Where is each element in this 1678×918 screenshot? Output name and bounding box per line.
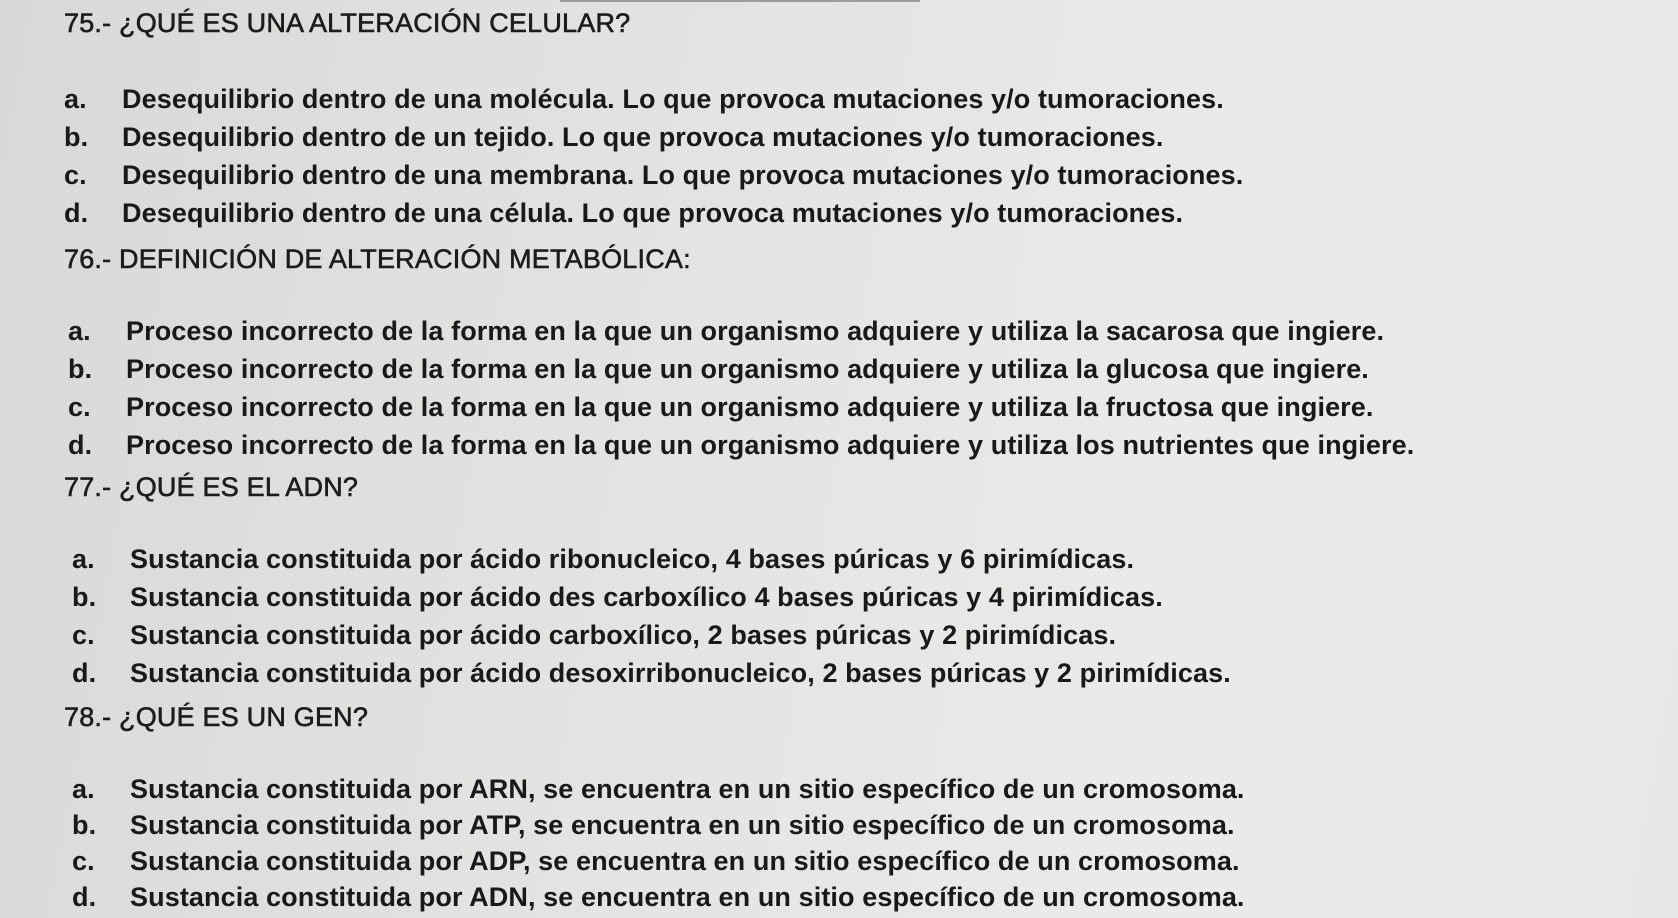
option-text: Sustancia constituida por ácido ribonucleico, 4 bases púricas y 6 pirimídicas. xyxy=(130,544,1135,574)
option-a xyxy=(72,774,1245,805)
option-b xyxy=(64,122,1163,153)
option-d xyxy=(64,198,1183,229)
option-text: Sustancia constituida por ARN, se encuentra en un sitio específico de un cromosoma. xyxy=(130,774,1245,804)
option-text: Desequilibrio dentro de una membrana. Lo que provoca mutaciones y/o tumoraciones. xyxy=(122,160,1244,190)
option-c xyxy=(72,846,1240,877)
option-letter: a. xyxy=(72,544,95,574)
option-a xyxy=(72,544,1134,575)
question-title: 77.- ¿QUÉ ES EL ADN? xyxy=(64,472,359,502)
option-letter: b. xyxy=(68,354,93,384)
option-text: Proceso incorrecto de la forma en la que un organismo adquiere y utiliza la glucosa que ingiere. xyxy=(126,354,1369,384)
option-c xyxy=(72,620,1116,651)
question-title: 75.- ¿QUÉ ES UNA ALTERACIÓN CELULAR? xyxy=(64,8,631,38)
option-text: Sustancia constituida por ATP, se encuentra en un sitio específico de un cromosoma. xyxy=(130,810,1235,840)
option-letter: c. xyxy=(72,620,95,650)
option-d xyxy=(72,882,1245,913)
option-b xyxy=(68,354,1369,385)
option-d xyxy=(72,658,1231,689)
option-text: Proceso incorrecto de la forma en la que un organismo adquiere y utiliza la sacarosa que ingiere. xyxy=(126,316,1385,346)
option-c xyxy=(64,160,1243,191)
option-d xyxy=(68,430,1414,461)
option-text: Desequilibrio dentro de una célula. Lo que provoca mutaciones y/o tumoraciones. xyxy=(122,198,1184,228)
option-text: Sustancia constituida por ADP, se encuentra en un sitio específico de un cromosoma. xyxy=(130,846,1240,876)
question-title: 76.- DEFINICIÓN DE ALTERACIÓN METABÓLICA: xyxy=(64,244,691,274)
option-text: Sustancia constituida por ácido carboxílico, 2 bases púricas y 2 pirimídicas. xyxy=(130,620,1117,650)
option-letter: a. xyxy=(72,774,95,804)
option-text: Desequilibrio dentro de un tejido. Lo que provoca mutaciones y/o tumoraciones. xyxy=(122,122,1164,152)
option-letter: b. xyxy=(64,122,89,152)
option-text: Sustancia constituida por ácido des carboxílico 4 bases púricas y 4 pirimídicas. xyxy=(130,582,1163,612)
option-letter: a. xyxy=(68,316,91,346)
option-letter: d. xyxy=(72,658,97,688)
option-text: Proceso incorrecto de la forma en la que un organismo adquiere y utiliza los nutrientes que ingiere. xyxy=(126,430,1415,460)
option-letter: c. xyxy=(64,160,87,190)
option-text: Proceso incorrecto de la forma en la que un organismo adquiere y utiliza la fructosa que ingiere. xyxy=(126,392,1374,422)
option-b xyxy=(72,810,1235,841)
option-letter: d. xyxy=(68,430,93,460)
option-a xyxy=(68,316,1384,347)
option-letter: d. xyxy=(64,198,89,228)
option-a xyxy=(64,84,1224,115)
option-text: Sustancia constituida por ácido desoxirribonucleico, 2 bases púricas y 2 pirimídicas. xyxy=(130,658,1231,688)
option-letter: b. xyxy=(72,582,97,612)
option-letter: c. xyxy=(68,392,91,422)
option-letter: c. xyxy=(72,846,95,876)
option-letter: b. xyxy=(72,810,97,840)
option-b xyxy=(72,582,1163,613)
option-letter: d. xyxy=(72,882,97,912)
option-text: Desequilibrio dentro de una molécula. Lo que provoca mutaciones y/o tumoraciones. xyxy=(122,84,1224,114)
option-text: Sustancia constituida por ADN, se encuentra en un sitio específico de un cromosoma. xyxy=(130,882,1245,912)
top-rule xyxy=(560,0,920,2)
option-c xyxy=(68,392,1374,423)
question-title: 78.- ¿QUÉ ES UN GEN? xyxy=(64,702,369,732)
option-letter: a. xyxy=(64,84,87,114)
